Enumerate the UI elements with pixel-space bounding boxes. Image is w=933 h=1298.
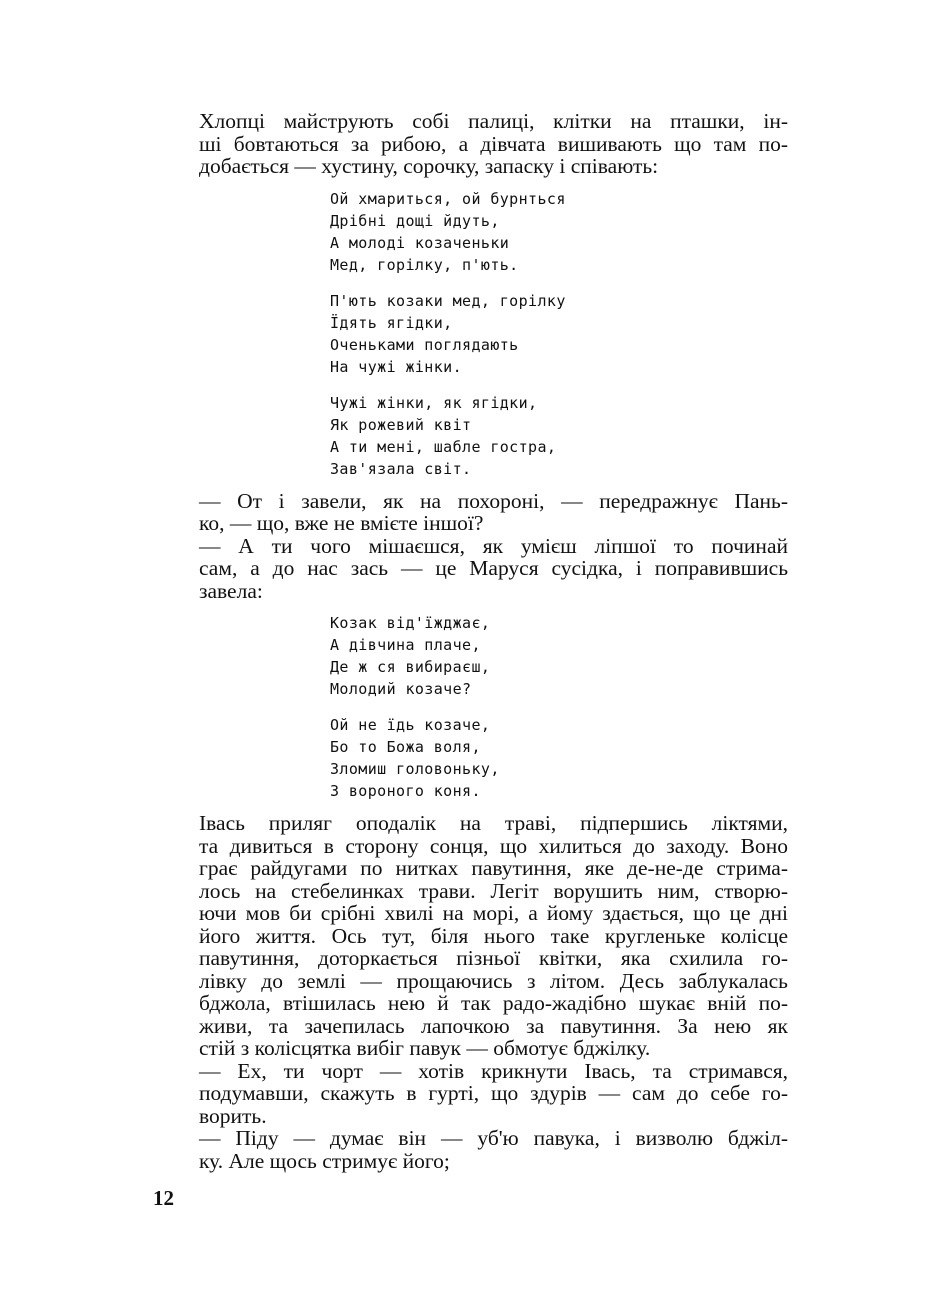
poem-verse: А молоді козаченьки bbox=[330, 233, 510, 252]
poem-verse: Оченьками поглядають bbox=[330, 335, 519, 354]
prose-line: сам, а до нас зась — це Маруся сусідка, і поправившись bbox=[199, 556, 788, 580]
prose-line: грає райдугами по нитках павутиння, яке де-не-де стрима- bbox=[199, 856, 788, 880]
prose-line: ку. Але щось стримує його; bbox=[199, 1148, 450, 1173]
poem-verse: Бо то Божа воля, bbox=[330, 738, 481, 756]
poem-verse: На чужі жінки. bbox=[330, 357, 463, 376]
prose-line: ко, — що, вже не вмієте іншої? bbox=[199, 511, 484, 535]
prose-paragraph bbox=[153, 110, 788, 178]
poem-block bbox=[330, 188, 788, 480]
poem-verse: А дівчина плаче, bbox=[330, 636, 481, 654]
prose-line: бджола, втішилась нею й так радо-жадібно шукає вній по- bbox=[199, 991, 788, 1015]
poem-verse: Їдять ягідки, bbox=[330, 313, 453, 332]
prose-line: лось на стебелинках трави. Легіт ворушить ним, створю- bbox=[199, 878, 788, 903]
prose-line: та дивиться в сторону сонця, що хилиться до заходу. Воно bbox=[199, 833, 788, 858]
prose-line: живи, та зачепилась лапочкою за павутиння. За нею як bbox=[199, 1013, 788, 1038]
prose-line: ючи мов би срібні хвилі на морі, а йому здається, що це дні bbox=[199, 901, 788, 925]
page-content bbox=[153, 110, 788, 1172]
prose-line: — Піду — думає він — уб'ю павука, і визволю бджіл- bbox=[199, 1126, 788, 1150]
poem-verse: Де ж ся вибираєш, bbox=[330, 658, 491, 676]
poem-block bbox=[330, 612, 788, 802]
prose-line: — А ти чого мішаєшся, як умієш ліпшої то починай bbox=[199, 533, 788, 558]
poem-verse: Зав'язала світ. bbox=[330, 459, 472, 478]
poem-stanza bbox=[330, 290, 788, 378]
prose-paragraph bbox=[153, 490, 788, 535]
poem-stanza bbox=[330, 612, 788, 700]
prose-line: ші бовтаються за рибою, а дівчата вишивають що там по- bbox=[199, 131, 788, 156]
poem-stanza bbox=[330, 714, 788, 802]
poem-verse: Зломиш головоньку, bbox=[330, 760, 500, 778]
prose-line: завела: bbox=[199, 578, 263, 603]
prose-line: добається — хустину, сорочку, запаску і співають: bbox=[199, 154, 659, 178]
poem-stanza bbox=[330, 188, 788, 276]
prose-line: павутиння, доторкається пізньої квітки, яка схилила го- bbox=[199, 946, 788, 970]
prose-line: лівку до землі — прощаючись з літом. Десь заблукалась bbox=[199, 968, 788, 993]
poem-verse: Дрібні дощі йдуть, bbox=[330, 211, 500, 230]
prose-line: — Ех, ти чорт — хотів крикнути Івась, та стримався, bbox=[199, 1058, 788, 1083]
poem-verse: Мед, горілку, п'ють. bbox=[330, 255, 519, 274]
poem-verse: А ти мені, шабле гостра, bbox=[330, 437, 557, 456]
prose-paragraph bbox=[153, 1127, 788, 1172]
prose-line: стій з колісцятка вибіг павук — обмотує бджілку. bbox=[199, 1036, 651, 1060]
poem-verse: Ой хмариться, ой бурнться bbox=[330, 189, 566, 208]
prose-line: ворить. bbox=[199, 1103, 267, 1128]
poem-verse: Як рожевий квіт bbox=[330, 415, 472, 434]
prose-paragraph bbox=[153, 1060, 788, 1128]
prose-line: Хлопці майструють собі палиці, клітки на пташки, ін- bbox=[199, 109, 788, 133]
prose-paragraph bbox=[153, 812, 788, 1060]
prose-line: — От і завели, як на похороні, — передражнує Пань- bbox=[199, 488, 788, 513]
prose-line: Івась приляг оподалік на траві, підпершись ліктями, bbox=[199, 811, 788, 835]
poem-verse: Молодий козаче? bbox=[330, 680, 472, 698]
poem-verse: Ой не їдь козаче, bbox=[330, 716, 491, 734]
prose-paragraph bbox=[153, 535, 788, 603]
page-number: 12 bbox=[153, 1186, 174, 1210]
poem-stanza bbox=[330, 392, 788, 480]
prose-line: його життя. Ось тут, біля нього таке кругленьке колісце bbox=[199, 923, 788, 948]
poem-verse: З вороного коня. bbox=[330, 782, 481, 800]
poem-verse: П'ють козаки мед, горілку bbox=[330, 291, 566, 310]
poem-verse: Чужі жінки, як ягідки, bbox=[330, 393, 538, 412]
prose-line: подумавши, скажуть в гурті, що здурів — сам до себе го- bbox=[199, 1081, 788, 1105]
poem-verse: Козак від'їжджає, bbox=[330, 614, 491, 632]
